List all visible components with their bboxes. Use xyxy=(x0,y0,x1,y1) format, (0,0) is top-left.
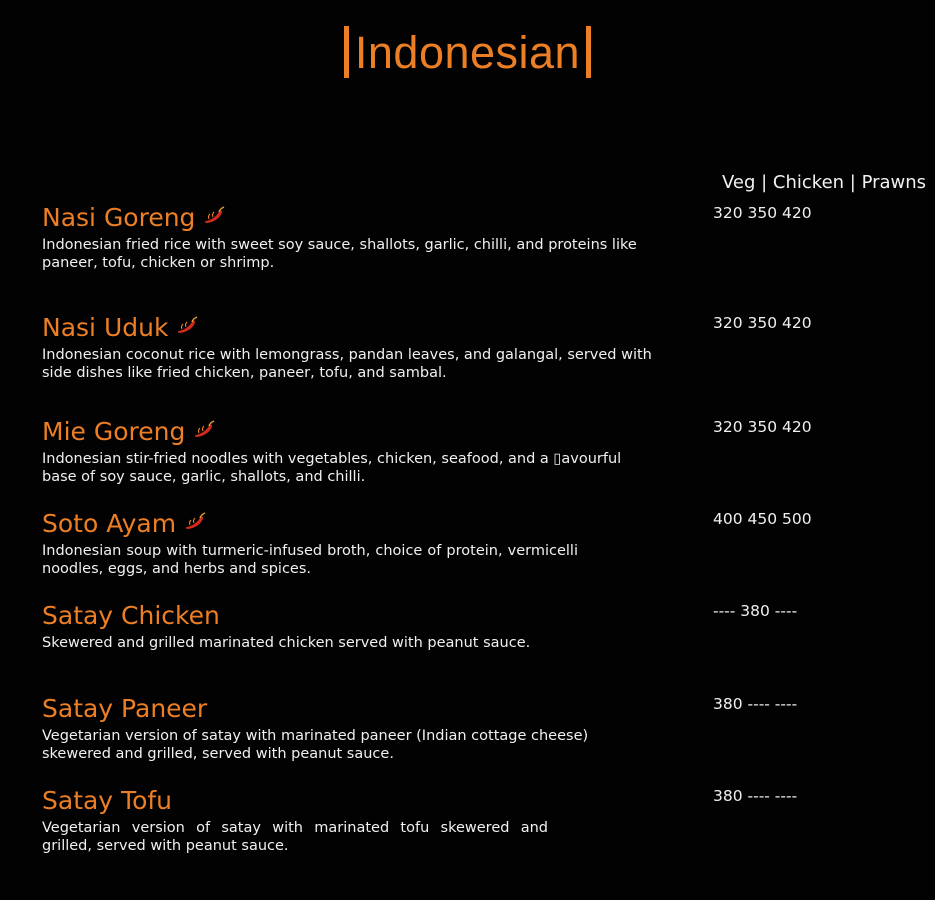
menu-item-description: Indonesian stir-fried noodles with vegetables, chicken, seafood, and a ▯avourful base of soy sauce, garlic, shallots, and chilli. xyxy=(42,451,622,485)
menu-item xyxy=(42,418,922,486)
menu-item xyxy=(42,695,922,763)
menu-item-description: Indonesian soup with turmeric-infused broth, choice of protein, vermicelli noodles, eggs, and herbs and spices. xyxy=(42,543,578,577)
menu-item-description: Vegetarian version of satay with marinated tofu skewered and grilled, served with peanut sauce. xyxy=(42,820,548,854)
chili-pepper-icon xyxy=(176,316,198,334)
menu-item-description: Indonesian coconut rice with lemongrass, pandan leaves, and galangal, served with side dishes like fried chicken, paneer, tofu, and sambal. xyxy=(42,347,652,381)
chili-pepper-icon xyxy=(203,206,225,224)
menu-item xyxy=(42,314,922,382)
menu-item-prices: 320 350 420 xyxy=(713,204,812,222)
menu-item-name: Satay Chicken xyxy=(42,601,220,630)
menu-item-prices: 380 ---- ---- xyxy=(713,695,798,713)
menu-item-name: Soto Ayam xyxy=(42,509,177,538)
menu-item xyxy=(42,787,922,855)
menu-item-prices: ---- 380 ---- xyxy=(713,602,798,620)
menu-item-prices: 320 350 420 xyxy=(713,314,812,332)
chili-pepper-icon xyxy=(184,512,206,530)
menu-title-text: Indonesian xyxy=(354,27,581,78)
title-bar-left xyxy=(344,26,349,78)
menu-item-description: Vegetarian version of satay with marinated paneer (Indian cottage cheese) skewered and grilled, served with peanut sauce. xyxy=(42,728,589,762)
menu-item-prices: 320 350 420 xyxy=(713,418,812,436)
menu-item-prices: 400 450 500 xyxy=(713,510,812,528)
menu-item-name: Nasi Uduk xyxy=(42,313,169,342)
menu-item-name: Nasi Goreng xyxy=(42,203,196,232)
menu-item-name: Satay Paneer xyxy=(42,694,208,723)
menu-title xyxy=(0,26,935,79)
menu-item xyxy=(42,602,922,652)
menu-item-name: Mie Goreng xyxy=(42,417,186,446)
menu-item xyxy=(42,204,922,272)
menu-item-description: Indonesian fried rice with sweet soy sauce, shallots, garlic, chilli, and proteins like paneer, tofu, chicken or shrimp. xyxy=(42,237,637,271)
price-column-header: Veg | Chicken | Prawns xyxy=(722,172,927,193)
title-bar-right xyxy=(586,26,591,78)
chili-pepper-icon xyxy=(193,420,215,438)
menu-item-description: Skewered and grilled marinated chicken served with peanut sauce. xyxy=(42,635,531,651)
menu-item-name: Satay Tofu xyxy=(42,786,173,815)
menu-item-prices: 380 ---- ---- xyxy=(713,787,798,805)
menu-item xyxy=(42,510,922,578)
